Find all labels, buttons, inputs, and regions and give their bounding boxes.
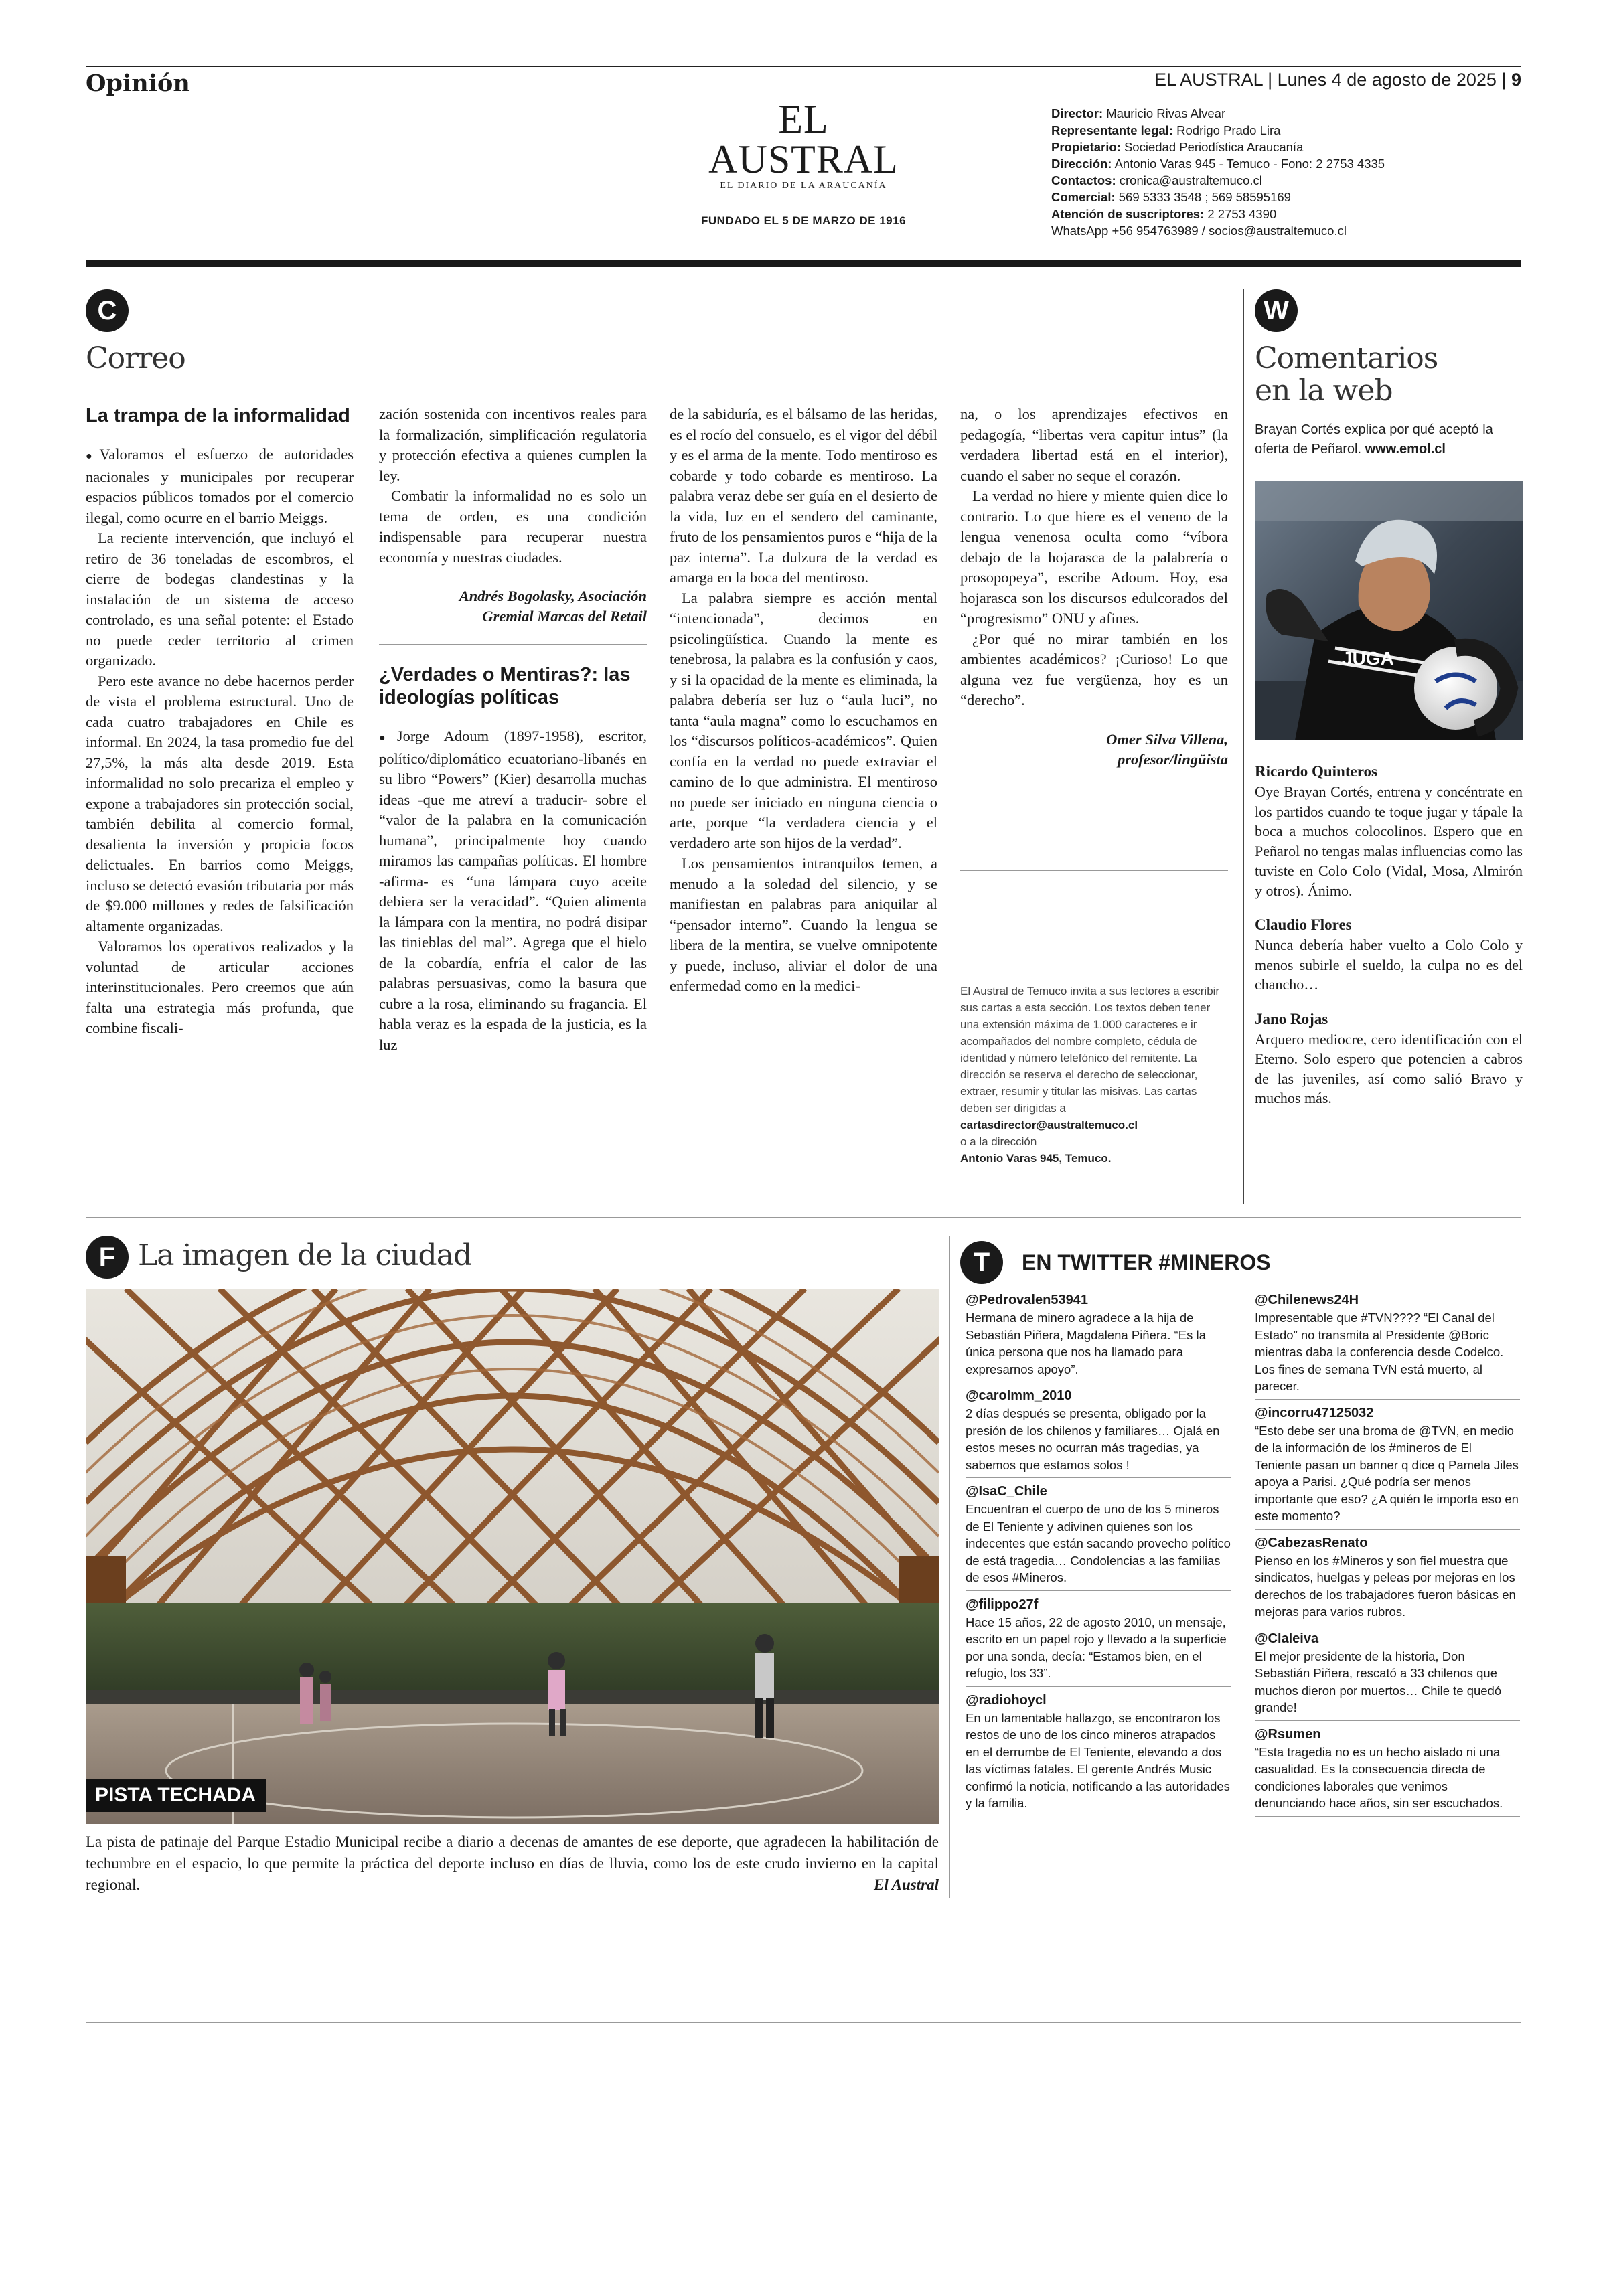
player-shirt-text: JUGA — [1342, 648, 1394, 669]
comment-text: Oye Brayan Cortés, entrena y concéntrate en los partidos cuando te toque jugar y tápale la boca a muchos colocolinos. Espero que en Peñarol no tengas malas influencias como las tuviste en Colo Colo (Vidal, Mosa, Almirón y otros). Ánimo. — [1255, 783, 1523, 899]
web-badge: W — [1255, 289, 1298, 332]
tweet-handle[interactable]: @carolmm_2010 — [966, 1388, 1072, 1403]
ciudad-title: La imagen de la ciudad — [138, 1238, 472, 1273]
web-column-divider — [1243, 289, 1244, 1204]
tweet-handle[interactable]: @Pedrovalen53941 — [966, 1293, 1088, 1307]
correo-title: Correo — [86, 341, 185, 376]
letter2-headline: ¿Verdades o Mentiras?: las ideologías políticas — [379, 664, 631, 708]
twitter-title: EN TWITTER #MINEROS — [1022, 1250, 1271, 1275]
comment-author: Claudio Flores — [1255, 916, 1352, 933]
tweet-text: Hace 15 años, 22 de agosto 2010, un mensaje, escrito en un papel rojo y llevado a la superficie por una sonda, decía: “Estamos bien, en el refugio, los 33”. — [966, 1614, 1231, 1687]
staff-line: Dirección: Antonio Varas 945 - Temuco - Fono: 2 2753 4335 — [1051, 157, 1385, 171]
notice-email[interactable]: cartasdirector@australtemuco.cl — [960, 1119, 1138, 1131]
notice-address: Antonio Varas 945, Temuco. — [960, 1152, 1112, 1165]
header-thick-rule — [86, 260, 1521, 267]
ciudad-caption — [86, 1831, 939, 1896]
web-title-line2: en la web — [1255, 374, 1393, 408]
tweet-handle[interactable]: @filippo27f — [966, 1596, 1039, 1612]
letter1-signature-org: Gremial Marcas del Retail — [482, 608, 647, 625]
staff-line: Atención de suscriptores: 2 2753 4390 — [1051, 207, 1277, 221]
letter2-paragraph: ● Jorge Adoum (1897-1958), escritor, político/diplomático ecuatoriano-libanés en su libro “Powers” (Kier) desarrolla muchas ideas -que me atreví a traducir- sobre el “valor de la palabra en la comunicación humana”, principalmente hoy cuando miramos las campañas políticas. El hombre -afirma- es “una lámpara cuyo aceite debiera ser la veracidad”. “Quien alimenta la lámpara con la mentira, no podrá disipar las tinieblas del mal”. Agrega que el hielo de la cobardía, enfría el calor de las palabras persuasivas, como la basura que cubre a la rosa, eliminando su fragancia. El habla veraz es la espada de la justicia, es la luz — [379, 726, 647, 1055]
mid-rule — [86, 1217, 1521, 1218]
letter1-signature-name: Andrés Bogolasky, Asociación — [459, 588, 647, 604]
letters-notice — [960, 983, 1228, 1167]
tweet-text: “Esta tragedia no es un hecho aislado ni una casualidad. Es la consecuencia directa de condiciones laborales que venimos denunciando hace años, sin ser escuchados. — [1255, 1744, 1520, 1817]
staff-line: Contactos: cronica@australtemuco.cl — [1051, 173, 1262, 187]
staff-line: Comercial: 569 5333 3548 ; 569 58595169 — [1051, 190, 1291, 204]
staff-line: Propietario: Sociedad Periodística Araucanía — [1051, 140, 1304, 154]
rink-photo — [86, 1289, 939, 1824]
folio-date: Lunes 4 de agosto de 2025 — [1277, 70, 1497, 90]
tweet-handle[interactable]: @CabezasRenato — [1255, 1535, 1368, 1550]
tweet-text: 2 días después se presenta, obligado por la presión de los chilenos y familiares… Ojalá en estos meses no ocurran más tragedias, ya sabemos que estamos solos ! — [966, 1405, 1231, 1478]
letter-column-3 — [670, 404, 937, 997]
web-intro: Brayan Cortés explica por qué aceptó la oferta de Peñarol. www.emol.cl — [1255, 422, 1493, 457]
masthead — [683, 99, 924, 228]
folio-page-number: 9 — [1511, 70, 1521, 90]
folio: EL AUSTRAL | Lunes 4 de agosto de 2025 | 9 — [1154, 70, 1521, 90]
folio-paper: EL AUSTRAL — [1154, 70, 1263, 90]
staff-line: Representante legal: Rodrigo Prado Lira — [1051, 123, 1281, 137]
comment-author: Jano Rojas — [1255, 1010, 1328, 1028]
letter2-paragraph: La palabra siempre es acción mental “intencionada”, decimos en psicolingüística. Cuando la mente es tenebrosa, la palabra es la confusión y caos, y si la opacidad de la mente es eliminada, la palabra debería ser luz o “aula luci”, no tanta “aula magna” como lo escuchamos en los “discursos políticos-académicos”. Quien confía en la verdad no puede extraviar el camino de lo que administra. El mentiroso no puede ser iniciado en ninguna ciencia o arte, porque “la verdadera ciencia y el verdadero arte son hijos de la verdad”. — [670, 589, 937, 851]
caption-credit: El Austral — [874, 1876, 939, 1893]
letter1-paragraph: La reciente intervención, que incluyó el retiro de 36 toneladas de escombros, el cierre de bodegas clandestinas y la instalación de un sistema de acceso controlado, es una señal potente: el Estado no puede ceder territorio al crimen organizado. — [86, 529, 354, 669]
letter1-paragraph: Combatir la informalidad no es solo un tema de orden, es una condición indispensable para recuperar nuestra economía y nuestras ciudades. — [379, 487, 647, 566]
bottom-rule — [86, 2022, 1521, 2023]
tweets-left — [966, 1291, 1231, 1820]
notice-or: o a la dirección — [960, 1135, 1037, 1148]
tweet-text: “Esto debe ser una broma de @TVN, en medio de la información de los #mineros de El Teniente pasan un banner q dice q Pamela Jiles apoya a Parisi. ¿Qué podría ser menos importante que eso? ¿A quién le importa eso en este momento? — [1255, 1422, 1520, 1530]
tweet-handle[interactable]: @radiohoycl — [966, 1692, 1047, 1708]
letter-column-2 — [379, 404, 647, 1055]
letter1-paragraph: zación sostenida con incentivos reales para la formalización, simplificación regulatoria y protección efectiva a quienes cumplen la ley. — [379, 406, 647, 484]
top-rule — [86, 66, 1521, 67]
notice-text: El Austral de Temuco invita a sus lectores a escribir sus cartas a esta sección. Los textos deben tener una extensión máxima de 1.000 caracteres e ir acompañados del nombre completo, cédula de identidad y número telefónico del remitente. La dirección se reserva el derecho de seleccionar, extraer, resumir y titular las misivas. Las cartas deben ser dirigidas a — [960, 985, 1220, 1115]
masthead-name: EL AUSTRAL — [708, 97, 899, 181]
photo-label: PISTA TECHADA — [95, 1784, 256, 1806]
letter2-signature-name: Omer Silva Villena, — [1106, 730, 1228, 748]
ciudad-badge: F — [86, 1236, 129, 1279]
comment-text: Nunca debería haber vuelto a Colo Colo y menos subirle el sueldo, la culpa no es del chancho… — [1255, 936, 1523, 993]
staff-line: WhatsApp +56 954763989 / socios@australtemuco.cl — [1051, 224, 1347, 238]
tweet-text: Impresentable que #TVN???? “El Canal del Estado” no transmita al Presidente @Boric mientras daba la conferencia desde Codelco. Los fines de semana TVN está muerto, al parecer. — [1255, 1309, 1520, 1400]
comment-text: Arquero mediocre, cero identificación con el Eterno. Solo espero que potencien a cabros de las juveniles, así como salió Bravo y muchos más. — [1255, 1030, 1523, 1106]
tweets-right — [1255, 1291, 1520, 1821]
masthead-tagline: EL DIARIO DE LA ARAUCANÍA — [720, 181, 887, 191]
web-intro-link[interactable]: www.emol.cl — [1365, 442, 1446, 457]
letter1-paragraph: Valoramos los operativos realizados y la voluntad de articular acciones interinstitucionales. Pero creemos que aún falta una estrategia más profunda, que combine fiscali- — [86, 938, 354, 1036]
web-comments — [1255, 762, 1523, 1123]
letter1-paragraph: Pero este avance no debe hacernos perder de vista el problema estructural. Uno de cada cuatro trabajadores en Chile es informal. En 2024, la tasa promedio fue del 27,5%, la más alta desde 2019. Esta informalidad no solo precariza el empleo y expone a trabajadores sin protección social, también debilita al comercio formal, desalienta la inversión y propicia focos delictuales. En barrios como Meiggs, incluso se detectó evasión tributaria por más de $9.000 millones y redes de falsificación altamente organizadas. — [86, 672, 354, 934]
staff-line: Director: Mauricio Rivas Alvear — [1051, 106, 1226, 120]
tweet-handle[interactable]: @Rsumen — [1255, 1726, 1321, 1742]
letter2-paragraph: na, o los aprendizajes efectivos en pedagogía, “libertas vera capitur intus” (la verdadera libertad está en el interior), cuando el saber no seque el corazón. — [960, 406, 1228, 484]
letter1-headline: La trampa de la informalidad — [86, 405, 350, 426]
tweet-text: El mejor presidente de la historia, Don Sebastián Piñera, rescató a 33 chilenos que muchos dieron por muertos… Chile te quedó grande! — [1255, 1648, 1520, 1721]
tweet-handle[interactable]: @Chilenews24H — [1255, 1293, 1359, 1307]
tweet-text: Encuentran el cuerpo de uno de los 5 mineros de El Teniente y adivinen quienes son los indecentes que están sacando provecho político de está tragedia… Condolencias a las familias de esos #Mineros. — [966, 1501, 1231, 1591]
letter2-paragraph: La verdad no hiere y miente quien dice lo contrario. Lo que hiere es el veneno de la lengua venenosa oculta como “víbora debajo de la hojarasca de la palabrería o prosopopeya”, escribe Adoum. Hoy, esa hojarasca son los discursos edulcorados del “progresismo” ONU y afines. — [960, 487, 1228, 627]
tweet-handle[interactable]: @Claleiva — [1255, 1631, 1319, 1646]
staff-box — [1051, 105, 1520, 239]
correo-badge: C — [86, 289, 129, 332]
web-title-line1: Comentarios — [1255, 341, 1438, 376]
letter1-column-1 — [86, 404, 354, 1039]
tweet-text: Pienso en los #Mineros y son fiel muestra que sindicatos, huelgas y peleas por mejoras en los derechos de los trabajadores fueron básicas en mejoras para varios rubros. — [1255, 1552, 1520, 1625]
letter-column-4 — [960, 404, 1228, 770]
caption-text: La pista de patinaje del Parque Estadio Municipal recibe a diario a decenas de amantes de ese deporte, que agradecen la habilitación de techumbre en el espacio, lo que permite la práctica del deporte incluso en días de lluvia, como los de este crudo invierno en la capital regional. — [86, 1833, 939, 1893]
letter2-signature-role: profesor/lingüista — [1117, 750, 1228, 768]
tweet-text: En un lamentable hallazgo, se encontraron los restos de uno de los cinco mineros atrapados en el derrumbe de El Teniente, elevando a dos las víctimas fatales. El gerente Andrés Music confirmó la noticia, notificando a las autoridades y la familia. — [966, 1710, 1230, 1810]
letter2-paragraph: de la sabiduría, es el bálsamo de las heridas, es el rocío del consuelo, es el vigor del débil y es el arma de la mente. Todo mentiroso es cobarde y todo cobarde es mentiroso. La palabra veraz debe ser guía en el desierto de la vida, luz en el sendero del caminante, fruto de los pensamientos puros e “hija de la paz interna”. La dulzura de la verdad es amarga en la boca del mentiroso. — [670, 406, 937, 586]
letter1-paragraph: ● Valoramos el esfuerzo de autoridades nacionales y municipales por recuperar espacios públicos tomados por el comercio ilegal, como ocurre en el barrio Meiggs. — [86, 444, 354, 528]
letter2-paragraph: ¿Por qué no mirar también en los ambientes académicos? ¡Curioso! Lo que alguna vez fue vergüenza, hoy es un “derecho”. — [960, 630, 1228, 708]
twitter-badge: T — [960, 1241, 1003, 1284]
tweet-text: Hermana de minero agradece a la hija de Sebastián Piñera, Magdalena Piñera. “Es la única persona que nos ha llamado para expresarnos apoyo”. — [966, 1309, 1231, 1382]
notice-divider — [960, 870, 1228, 871]
section-label: Opinión — [86, 70, 190, 97]
comment-author: Ricardo Quinteros — [1255, 763, 1377, 780]
tweet-handle[interactable]: @IsaC_Chile — [966, 1484, 1047, 1499]
tweet-handle[interactable]: @incorru47125032 — [1255, 1405, 1374, 1420]
letter2-paragraph: Los pensamientos intranquilos temen, a menudo a la soledad del silencio, y se manifiestan en palabras para aniquilar al “pensador interno”. Cuando la lengua se libera de la mentira, se vuelve omnipotente y puede, incluso, aliviar el dolor de una enfermedad como en la medici- — [670, 855, 937, 994]
player-photo — [1255, 481, 1523, 740]
masthead-founded: FUNDADO EL 5 DE MARZO DE 1916 — [700, 214, 907, 227]
twitter-divider — [949, 1236, 950, 1898]
